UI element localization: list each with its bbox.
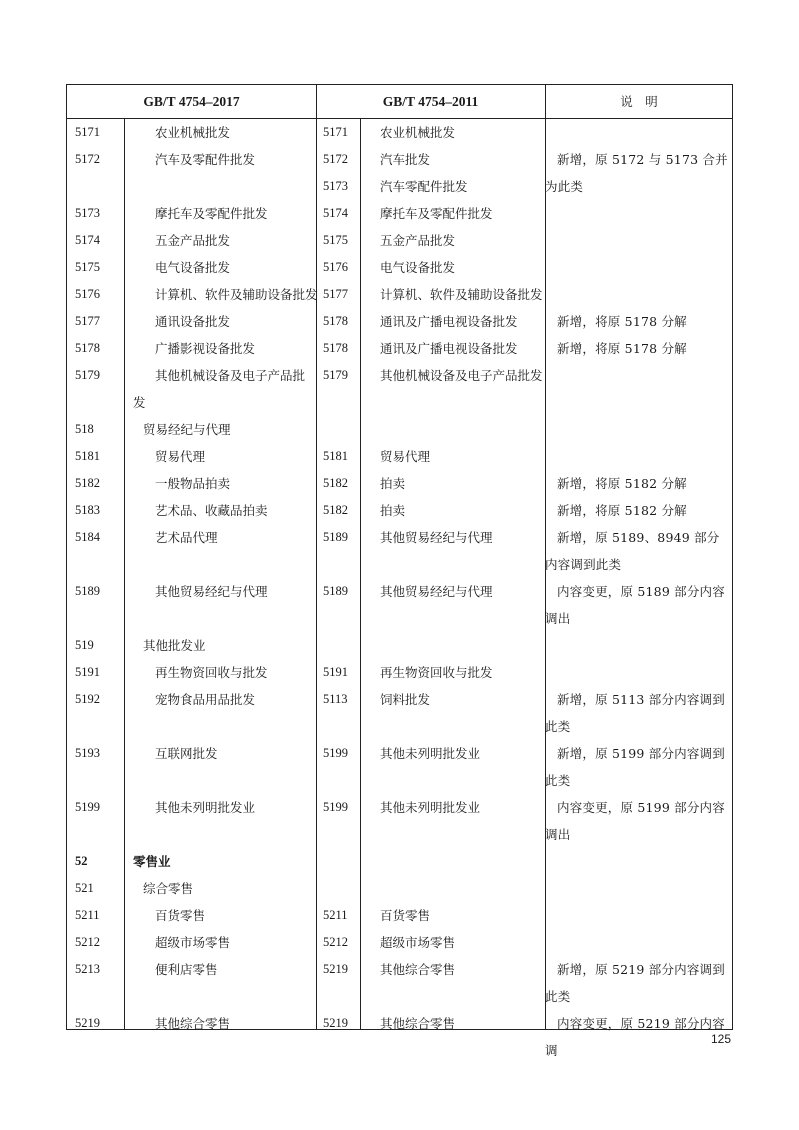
old-code: 5178 (323, 314, 348, 328)
header-gb2011: GB/T 4754–2011 (382, 94, 479, 109)
new-name: 其他综合零售 (155, 1016, 231, 1031)
table-row (67, 740, 732, 794)
table-row (67, 335, 732, 362)
note-text: 新增，将原 5178 分解 (557, 314, 687, 329)
old-name: 通讯及广播电视设备批发 (380, 314, 518, 329)
new-code: 5184 (75, 530, 100, 544)
note-text: 新增，将原 5182 分解 (557, 503, 687, 518)
old-name: 百货零售 (380, 908, 431, 923)
table-row (67, 119, 732, 146)
new-name: 汽车及零配件批发 (155, 152, 256, 167)
table-row (67, 578, 732, 632)
new-name: 通讯设备批发 (155, 314, 231, 329)
new-name: 便利店零售 (155, 962, 218, 977)
new-name: 艺术品、收藏品拍卖 (155, 503, 268, 518)
new-name: 综合零售 (143, 881, 194, 896)
new-code: 5173 (75, 206, 100, 220)
table-row (67, 659, 732, 686)
new-code: 5174 (75, 233, 100, 247)
old-code: 5211 (323, 908, 348, 922)
old-code: 5177 (323, 287, 348, 301)
old-code: 5212 (323, 935, 348, 949)
table-row (67, 362, 732, 416)
table-row (67, 929, 732, 956)
note-text: 内容变更，原 5189 部分内容调出 (545, 584, 725, 626)
old-name: 再生物资回收与批发 (380, 665, 493, 680)
new-code: 5176 (75, 287, 100, 301)
new-name: 零售业 (133, 854, 171, 869)
new-code: 5193 (75, 746, 100, 760)
old-code: 5176 (323, 260, 348, 274)
new-code: 5171 (75, 125, 100, 139)
old-name: 其他贸易经纪与代理 (380, 530, 493, 545)
old-code: 5178 (323, 341, 348, 355)
table-row (67, 956, 732, 1010)
page-number: 125 (710, 1032, 731, 1046)
table-row (67, 794, 732, 848)
new-code: 5178 (75, 341, 100, 355)
old-code: 5181 (323, 449, 348, 463)
header-gb2017: GB/T 4754–2017 (143, 94, 240, 109)
table-row (67, 524, 732, 578)
old-name: 汽车零配件批发 (380, 179, 468, 194)
old-name: 通讯及广播电视设备批发 (380, 341, 518, 356)
old-name: 拍卖 (380, 476, 406, 491)
new-code: 5199 (75, 800, 100, 814)
old-code: 5171 (323, 125, 348, 139)
old-name: 五金产品批发 (380, 233, 456, 248)
table-row (67, 632, 732, 659)
new-name: 农业机械批发 (155, 125, 231, 140)
new-name: 电气设备批发 (155, 260, 231, 275)
old-code: 5175 (323, 233, 348, 247)
new-code: 5191 (75, 665, 100, 679)
old-name: 其他综合零售 (380, 962, 456, 977)
new-name: 其他未列明批发业 (155, 800, 256, 815)
new-code: 52 (75, 854, 88, 868)
old-name: 电气设备批发 (380, 260, 456, 275)
new-name: 其他批发业 (143, 638, 206, 653)
new-code: 5177 (75, 314, 100, 328)
new-name: 广播影视设备批发 (155, 341, 256, 356)
old-code: 5199 (323, 746, 348, 760)
table-row (67, 875, 732, 902)
old-code: 5189 (323, 530, 348, 544)
new-name: 贸易代理 (155, 449, 206, 464)
old-name: 摩托车及零配件批发 (380, 206, 493, 221)
old-name: 其他未列明批发业 (380, 746, 481, 761)
new-code: 5213 (75, 962, 100, 976)
old-name: 拍卖 (380, 503, 406, 518)
table-row (67, 308, 732, 335)
new-name: 其他贸易经纪与代理 (155, 584, 268, 599)
new-code: 5212 (75, 935, 100, 949)
old-code: 5199 (323, 800, 348, 814)
old-name: 贸易代理 (380, 449, 431, 464)
new-code: 5183 (75, 503, 100, 517)
new-name: 艺术品代理 (155, 530, 218, 545)
new-name-continuation: 发 (133, 395, 146, 410)
new-name: 互联网批发 (155, 746, 218, 761)
note-text: 内容变更，原 5219 部分内容调 (545, 1016, 725, 1058)
table-row (67, 254, 732, 281)
new-code: 5211 (75, 908, 100, 922)
old-code: 5173 (323, 179, 348, 193)
new-name: 五金产品批发 (155, 233, 231, 248)
new-code: 5189 (75, 584, 100, 598)
table-row (67, 173, 732, 200)
table-row (67, 200, 732, 227)
old-code: 5174 (323, 206, 348, 220)
new-code: 5192 (75, 692, 100, 706)
new-name: 再生物资回收与批发 (155, 665, 268, 680)
new-code: 5181 (75, 449, 100, 463)
table-row (67, 227, 732, 254)
note-text: 新增，原 5172 与 5173 合并为此类 (545, 152, 728, 194)
new-name: 贸易经纪与代理 (143, 422, 231, 437)
note-text: 内容变更，原 5199 部分内容调出 (545, 800, 725, 842)
note-text: 新增，原 5219 部分内容调到此类 (545, 962, 725, 1004)
old-code: 5113 (323, 692, 348, 706)
old-name: 其他综合零售 (380, 1016, 456, 1031)
table-row (67, 686, 732, 740)
table-row (67, 281, 732, 308)
old-name: 其他机械设备及电子产品批发 (380, 368, 543, 383)
old-code: 5172 (323, 152, 348, 166)
new-name: 一般物品拍卖 (155, 476, 231, 491)
note-text: 新增，将原 5182 分解 (557, 476, 687, 491)
new-name: 百货零售 (155, 908, 206, 923)
note-text: 新增，将原 5178 分解 (557, 341, 687, 356)
table-row (67, 848, 732, 875)
old-name: 农业机械批发 (380, 125, 456, 140)
new-code: 5179 (75, 368, 100, 382)
old-name: 计算机、软件及辅助设备批发 (380, 287, 543, 302)
header-note: 说 明 (620, 94, 658, 109)
new-code: 519 (75, 638, 94, 652)
old-code: 5182 (323, 503, 348, 517)
old-name: 汽车批发 (380, 152, 431, 167)
old-name: 超级市场零售 (380, 935, 456, 950)
old-code: 5191 (323, 665, 348, 679)
new-code: 5172 (75, 152, 100, 166)
new-code: 5219 (75, 1016, 100, 1030)
new-code: 5182 (75, 476, 100, 490)
note-text: 新增，原 5113 部分内容调到此类 (545, 692, 725, 734)
old-code: 5219 (323, 1016, 348, 1030)
new-name: 超级市场零售 (155, 935, 231, 950)
table-row (67, 470, 732, 497)
table-row (67, 497, 732, 524)
new-code: 518 (75, 422, 94, 436)
old-code: 5189 (323, 584, 348, 598)
new-name: 计算机、软件及辅助设备批发 (155, 287, 318, 302)
old-name: 其他贸易经纪与代理 (380, 584, 493, 599)
old-name: 饲料批发 (380, 692, 431, 707)
note-text: 新增，原 5189、8949 部分内容调到此类 (545, 530, 720, 572)
old-code: 5219 (323, 962, 348, 976)
old-code: 5182 (323, 476, 348, 490)
table-header (67, 85, 732, 119)
table-row (67, 902, 732, 929)
new-name: 摩托车及零配件批发 (155, 206, 268, 221)
table-row (67, 416, 732, 443)
new-code: 5175 (75, 260, 100, 274)
new-name: 宠物食品用品批发 (155, 692, 256, 707)
new-code: 521 (75, 881, 94, 895)
note-text: 新增，原 5199 部分内容调到此类 (545, 746, 725, 788)
old-name: 其他未列明批发业 (380, 800, 481, 815)
old-code: 5179 (323, 368, 348, 382)
new-name: 其他机械设备及电子产品批 (155, 368, 306, 383)
table-row (67, 443, 732, 470)
